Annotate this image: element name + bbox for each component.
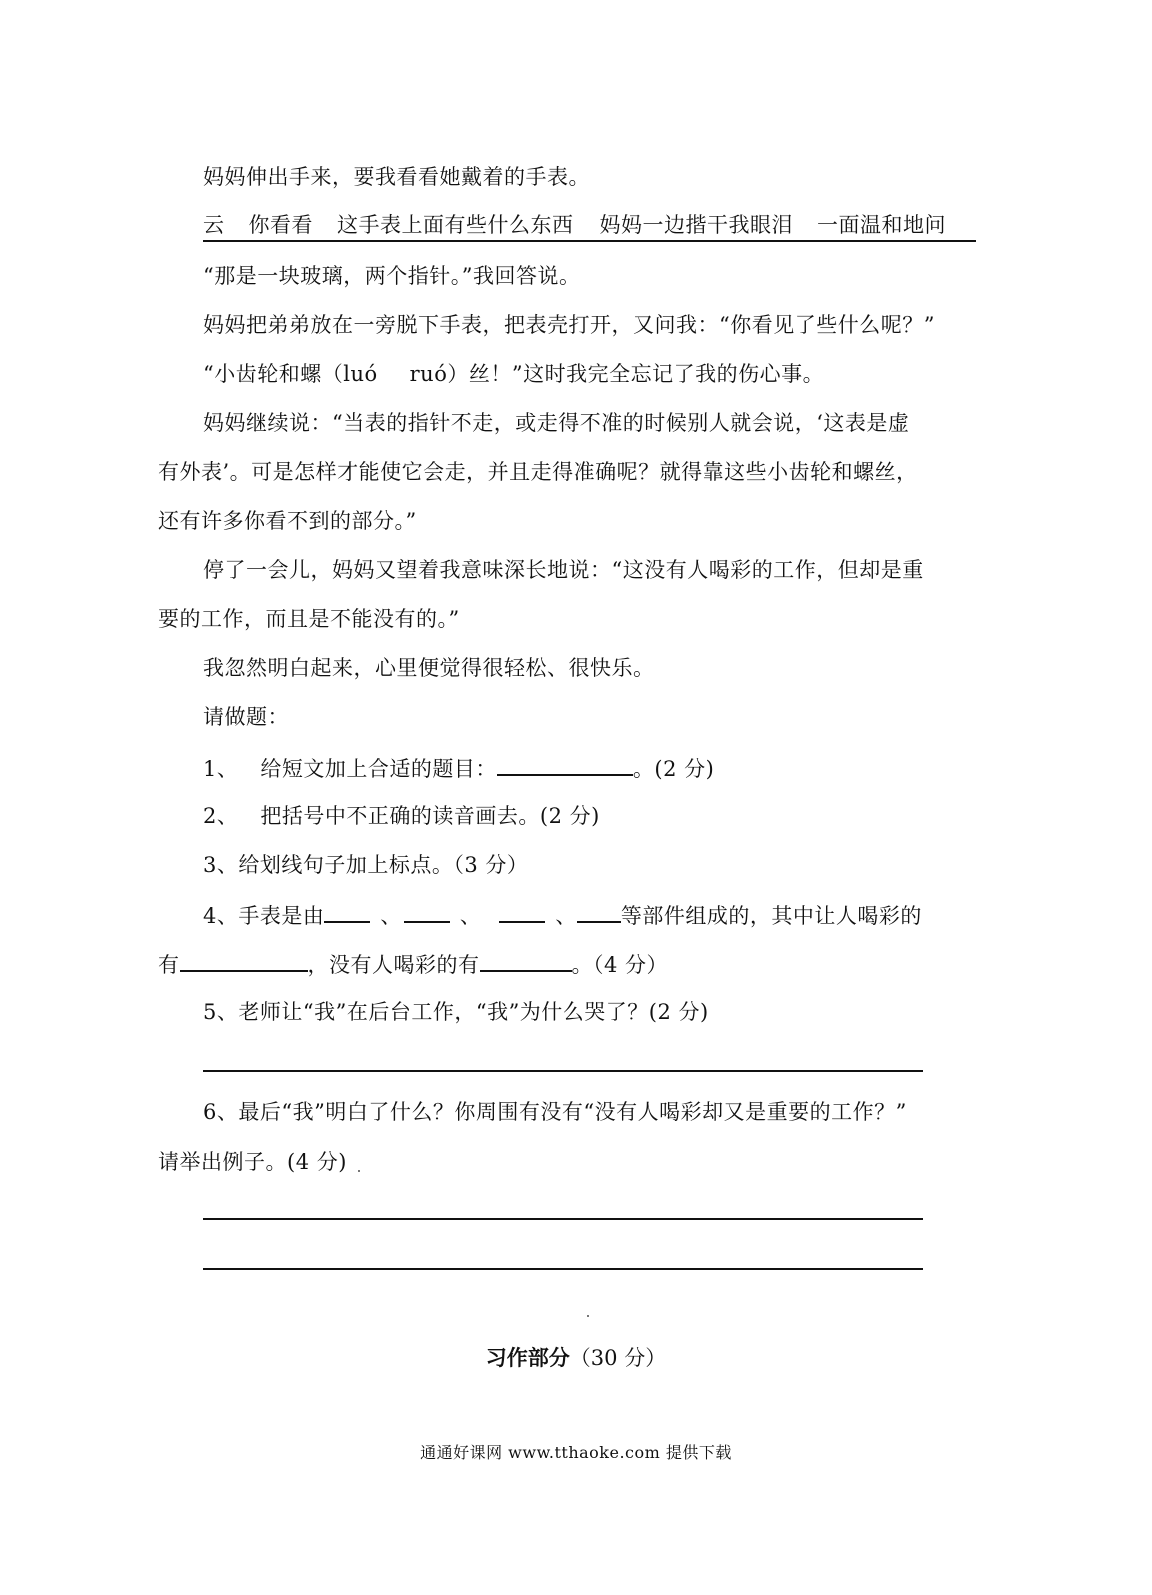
question-2 [203,803,600,829]
question-4-line-1 [203,901,922,929]
separator: 、 [380,904,402,928]
cheered-parts-blank[interactable] [180,950,308,972]
question-6-line-2: 请举出例子。(4 分) [158,1150,347,1174]
question-2-text: 把括号中不正确的读音画去。(2 分) [260,804,600,828]
question-6-line-1: 6、最后“我”明白了什么？你周围有没有“没有人喝彩却又是重要的工作？” [203,1100,907,1124]
paragraph-4-part-a: “小齿轮和螺（luó [203,362,378,386]
uncheered-parts-blank[interactable] [480,950,572,972]
underlined-fragment: 一面温和地问 [817,213,946,237]
paragraph-4-part-b: ruó）丝！”这时我完全忘记了我的伤心事。 [409,362,825,386]
part-answer-blank[interactable] [499,901,545,923]
separator: 、 [555,904,577,928]
part-answer-blank[interactable] [577,901,621,923]
part-answer-blank[interactable] [324,901,370,923]
question-4-text: 有 [158,953,180,977]
question-1-number: 1、 [203,757,239,781]
question-4-text: ，没有人喝彩的有 [307,953,480,977]
question-4-score: 。（4 分） [571,953,669,977]
question-5: 5、老师让“我”在后台工作，“我”为什么哭了？(2 分) [203,1000,709,1024]
paragraph-6-line-2: 要的工作，而且是不能没有的。” [158,607,460,631]
section-title [0,1344,1152,1372]
paragraph-4 [203,361,824,387]
scan-speck [358,1170,360,1172]
paragraph-2: “那是一块玻璃，两个指针。”我回答说。 [203,264,581,288]
separator: 、 [459,904,482,928]
question-1 [203,754,714,782]
underlined-fragment: 这手表上面有些什么东西 [337,213,574,237]
underlined-fragment: 云 [203,213,225,237]
paragraph-5-line-3: 还有许多你看不到的部分。” [158,509,417,533]
section-title-main: 习作部分 [485,1345,570,1370]
paragraph-3: 妈妈把弟弟放在一旁脱下手表，把表壳打开，又问我：“你看见了些什么呢？” [203,313,935,337]
question-2-number: 2、 [203,804,239,828]
footer-watermark: 通通好课网 www.tthaoke.com 提供下载 [420,1443,732,1462]
underlined-fragment: 妈妈一边揩干我眼泪 [599,213,793,237]
question-5-answer-line[interactable] [203,1070,923,1072]
part-answer-blank[interactable] [404,901,450,923]
question-4-text: 4、手表是由 [203,904,325,928]
underlined-sentence [203,212,976,242]
title-answer-blank[interactable] [497,754,633,776]
question-1-text: 给短文加上合适的题目： [260,757,497,781]
question-6-answer-line[interactable] [203,1218,923,1220]
paragraph-1: 妈妈伸出手来，要我看看她戴着的手表。 [203,165,590,189]
paragraph-5-line-2: 有外表’。可是怎样才能使它会走，并且走得准确呢？就得靠这些小齿轮和螺丝， [158,460,918,484]
underlined-fragment: 你看看 [248,213,313,237]
section-title-score: （30 分） [569,1346,667,1370]
paragraph-6-line-1: 停了一会儿，妈妈又望着我意味深长地说：“这没有人喝彩的工作，但却是重 [203,558,924,582]
question-4-text-cont: 等部件组成的，其中让人喝彩的 [620,904,922,928]
question-6-answer-line[interactable] [203,1268,923,1270]
question-3: 3、给划线句子加上标点。（3 分） [203,853,529,877]
scan-speck [587,1315,589,1317]
paragraph-5-line-1: 妈妈继续说：“当表的指针不走，或走得不准的时候别人就会说，‘这表是虚 [203,411,910,435]
paragraph-7: 我忽然明白起来，心里便觉得很轻松、很快乐。 [203,656,655,680]
question-1-score: 。(2 分) [632,757,715,781]
questions-intro: 请做题： [203,705,289,729]
question-4-line-2 [158,950,668,978]
